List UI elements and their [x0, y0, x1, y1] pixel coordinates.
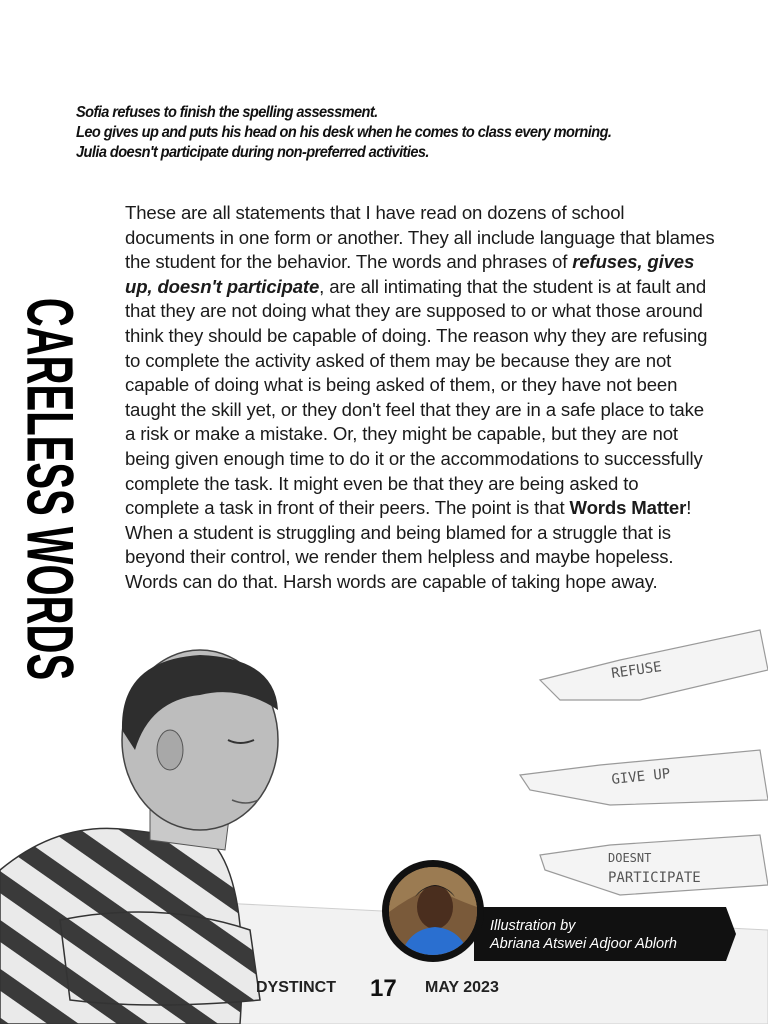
illustrator-avatar — [382, 860, 484, 962]
article-body — [125, 201, 715, 595]
article-paragraph — [125, 201, 715, 595]
opening-quotes — [76, 103, 696, 163]
side-title-text: CARELESS WORDS — [12, 297, 86, 681]
emphasized-phrases: refuses, gives up, doesn't participate — [125, 251, 695, 297]
avatar-photo — [389, 867, 477, 955]
magazine-name: DYSTINCT — [256, 979, 336, 996]
page-number: 17 — [370, 975, 397, 1002]
label-participate: PARTICIPATE — [608, 870, 701, 886]
label-refuse: REFUSE — [610, 659, 663, 682]
page-footer — [0, 975, 768, 1007]
issue-date: MAY 2023 — [425, 979, 499, 996]
credit-line-2: Abriana Atswei Adjoor Ablorh — [490, 936, 677, 952]
body-text-3: ! When a student is struggling and being blamed for a struggle that is beyond their control, we render them helpless and maybe hopeless. Words can do that. Harsh words are capable of taking hope away. — [125, 497, 692, 592]
quote-line: Julia doesn't participate during non-preferred activities. — [76, 144, 429, 161]
label-doesnt: DOESNT — [608, 851, 652, 865]
credit-line-1: Illustration by — [490, 918, 576, 934]
words-matter: Words Matter — [569, 497, 687, 519]
illustration-credit — [490, 917, 677, 953]
label-give-up: GIVE UP — [610, 765, 672, 788]
body-text-1: These are all statements that I have read on dozens of school documents in one form or another. They all include language that blames the student for the behavior. The words and phrases of — [125, 202, 715, 273]
body-text-2: , are all intimating that the student is at fault and that they are not doing what they are supposed to or what those around think they should be capable of doing. The reason why they are refusing to complete the activity asked of them may be because they are not capable of doing what is being asked of them, or they have not been taught the skill yet, or they don't feel that they are in a safe place to take a risk or make a mistake. Or, they might be capable, but they are not being given enough time to do it or the accommodations to successfully complete the task. It might even be that they are being asked to complete a task in front of their peers. The point is that — [125, 275, 708, 519]
quote-line: Sofia refuses to finish the spelling assessment. — [76, 104, 378, 121]
quote-line: Leo gives up and puts his head on his desk when he comes to class every morning. — [76, 124, 612, 141]
